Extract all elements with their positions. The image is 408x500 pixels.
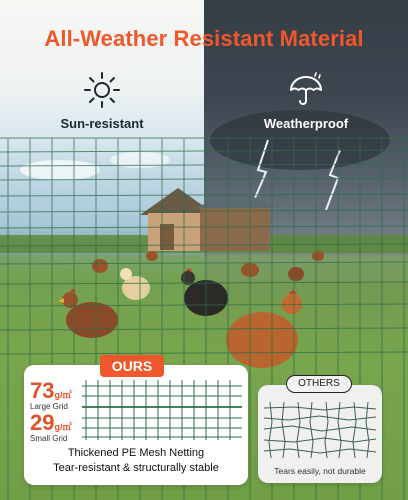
spec-unit: g/㎡ (54, 390, 72, 400)
spec-unit: g/㎡ (54, 422, 72, 432)
spec-label: Small Grid (30, 434, 68, 443)
feature-label: Weatherproof (263, 116, 349, 131)
others-badge: OTHERS (286, 375, 352, 393)
ours-badge: OURS (100, 355, 164, 377)
sun-icon (82, 70, 122, 110)
cloud (20, 160, 100, 180)
spec-label: Large Grid (30, 402, 68, 411)
others-description: Tears easily, not durable (274, 466, 366, 476)
headline: All-Weather Resistant Material (44, 26, 364, 51)
umbrella-rain-icon (286, 70, 326, 110)
spec-value: 73 (30, 378, 55, 403)
spec-value: 29 (30, 410, 55, 435)
feature-weatherproof (204, 70, 408, 131)
ours-description: Tear-resistant & structurally stable (53, 462, 219, 474)
ours-title: Thickened PE Mesh Netting (67, 447, 205, 459)
spec-small-grid (30, 410, 71, 443)
feature-label: Sun-resistant (60, 116, 144, 131)
feature-sun-resistant (0, 70, 204, 131)
spec-large-grid (30, 378, 71, 411)
others-mesh-sample (264, 402, 376, 458)
ours-mesh-sample (82, 380, 242, 440)
